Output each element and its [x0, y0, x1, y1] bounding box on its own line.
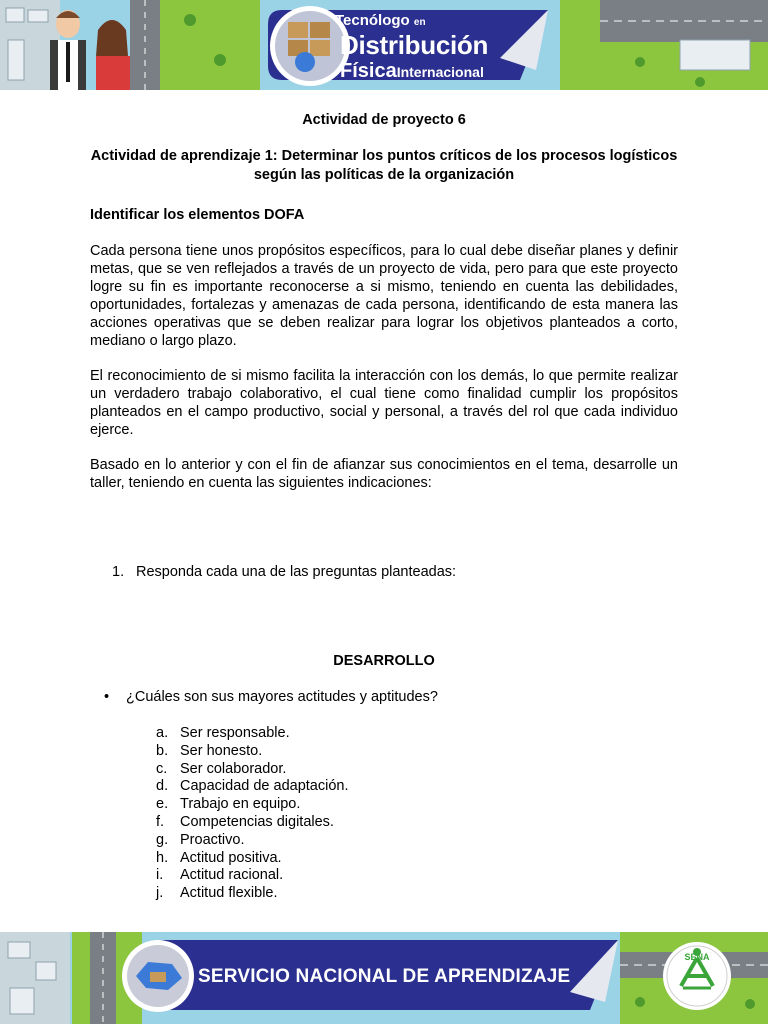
list-letter: g.	[156, 831, 169, 848]
paragraph-3: Basado en lo anterior y con el fin de afianzar sus conocimientos en el tema, desarrolle un taller, teniendo en cuenta las siguientes indicaciones:	[90, 457, 678, 491]
list-letter: f.	[156, 813, 165, 830]
section-heading: Identificar los elementos DOFA	[90, 207, 305, 223]
header-banner	[0, 0, 768, 90]
list-letter: b.	[156, 742, 169, 759]
list-text: Proactivo.	[180, 831, 245, 848]
list-item	[156, 761, 349, 779]
title-line2: Distribución	[340, 30, 489, 60]
sena-logo-text: SENA	[684, 952, 710, 962]
title-line1: Tecnólogo	[335, 12, 410, 29]
list-item	[156, 832, 349, 850]
paragraph-2: El reconocimiento de si mismo facilita la interacción con los demás, lo que permite realizar un verdadero trabajo colaborativo, el cual tiene como finalidad cumplir los propósitos planteados en el campo productivo, social y personal, a través del rol que cada individuo ejerce.	[90, 368, 678, 438]
list-item	[156, 778, 349, 796]
sena-logo	[673, 946, 721, 1006]
list-text: Ser responsable.	[180, 725, 290, 741]
answers-list	[156, 725, 349, 903]
list-text: Ser colaborador.	[180, 760, 287, 777]
title-line3-small: Internacional	[396, 64, 484, 80]
list-letter: c.	[156, 760, 168, 777]
numbered-item	[112, 564, 456, 580]
list-item	[156, 796, 349, 814]
title-line3: Física	[340, 60, 397, 82]
list-item	[156, 814, 349, 832]
list-letter: a.	[156, 725, 169, 741]
list-letter: i.	[156, 867, 164, 884]
list-text: Actitud positiva.	[180, 849, 282, 866]
development-heading: DESARROLLO	[333, 653, 435, 669]
list-item	[156, 850, 349, 868]
list-letter: j.	[156, 885, 164, 902]
question-text: ¿Cuáles son sus mayores actitudes y aptitudes?	[126, 689, 438, 705]
list-text: Capacidad de adaptación.	[180, 778, 349, 795]
title-line1-small: en	[413, 17, 426, 28]
bullet-mark: •	[104, 689, 110, 705]
list-item	[156, 725, 349, 743]
list-text: Ser honesto.	[180, 742, 263, 759]
item-text: Responda cada una de las preguntas planteadas:	[136, 564, 457, 580]
list-letter: h.	[156, 849, 169, 866]
list-letter: d.	[156, 778, 169, 795]
list-text: Actitud racional.	[180, 867, 284, 884]
list-item	[156, 867, 349, 885]
item-number: 1.	[112, 564, 125, 580]
paragraph-1: Cada persona tiene unos propósitos específicos, para lo cual debe diseñar planes y definir metas, que se ven reflejados a través de un proyecto de vida, pero para que este proyecto logre su fin es importante reconocerse a si mismo, teniendo en cuenta las debilidades, oportunidades, fortalezas y amenazas de cada persona, identificando de esta manera las acciones operativas que se deben realizar para lograr los objetivos planteados a corto, mediano o largo plazo.	[90, 243, 678, 349]
list-item	[156, 743, 349, 761]
list-text: Trabajo en equipo.	[180, 796, 301, 813]
list-text: Actitud flexible.	[180, 885, 278, 902]
footer-title: SERVICIO NACIONAL DE APRENDIZAJE	[198, 966, 571, 987]
list-item	[156, 885, 349, 903]
list-text: Competencias digitales.	[180, 813, 334, 830]
question-item	[104, 689, 438, 705]
activity-subtitle: Actividad de aprendizaje 1: Determinar los puntos críticos de los procesos logísticos según las políticas de la organización	[90, 148, 678, 183]
activity-title: Actividad de proyecto 6	[302, 112, 466, 128]
list-letter: e.	[156, 796, 169, 813]
